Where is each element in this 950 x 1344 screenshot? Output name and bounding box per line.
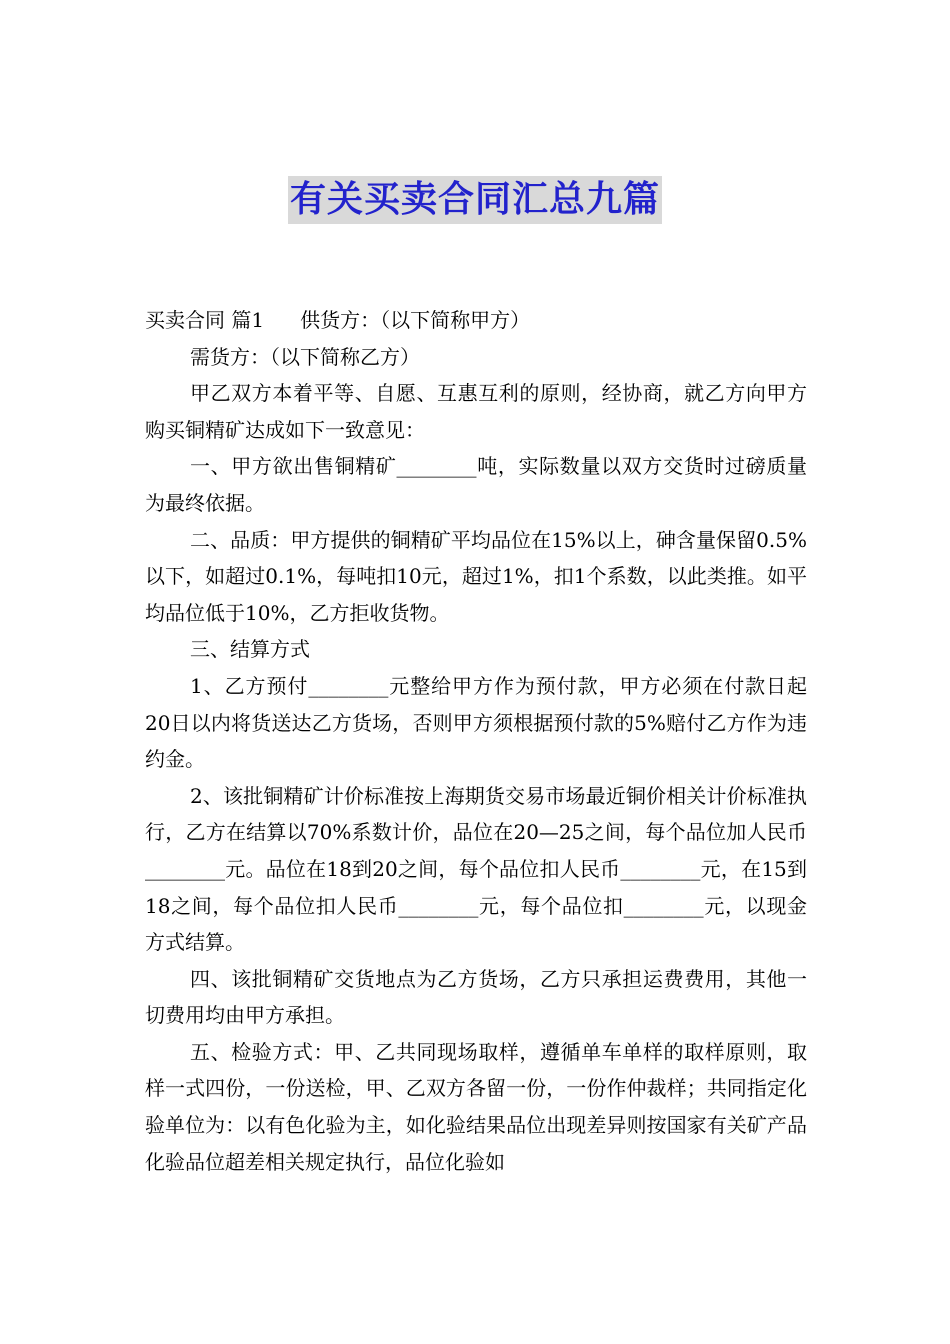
contract-label: 买卖合同 篇1 bbox=[145, 308, 265, 332]
paragraph-clause-3: 三、结算方式 bbox=[190, 637, 310, 662]
supplier-line: 供货方：（以下简称甲方） bbox=[300, 308, 531, 332]
paragraph-clause-3-2: 2、该批铜精矿计价标准按上海期货交易市场最近铜价相关计价标准执行，乙方在结算以70%系数计价，品位在20—25之间，每个品位加人民币________元。品位在18到20之间，每个品位扣人民币________元，在15到18之间，每个品位扣人民币________元，每个品位扣________元，以现金方式结算。 bbox=[145, 783, 807, 955]
title-container bbox=[0, 176, 950, 224]
paragraph-clause-4: 四、该批铜精矿交货地点为乙方货场，乙方只承担运费费用，其他一切费用均由甲方承担。 bbox=[145, 966, 807, 1028]
paragraph-clause-5: 五、检验方式：甲、乙共同现场取样，遵循单车单样的取样原则，取样一式四份，一份送检，甲、乙双方各留一份，一份作仲裁样；共同指定化验单位为：以有色化验为主，如化验结果品位出现差异则按国家有关矿产品化验品位超差相关规定执行，品位化验如 bbox=[145, 1039, 807, 1174]
paragraph-clause-3-1: 1、乙方预付________元整给甲方作为预付款，甲方必须在付款日起20日以内将货送达乙方货场，否则甲方须根据预付款的5%赔付乙方作为违约金。 bbox=[145, 673, 807, 772]
contract-heading-line bbox=[145, 302, 807, 339]
paragraph-clause-1: 一、甲方欲出售铜精矿________吨，实际数量以双方交货时过磅质量为最终依据。 bbox=[145, 454, 807, 515]
paragraph-intro: 甲乙双方本着平等、自愿、互惠互利的原则，经协商，就乙方向甲方购买铜精矿达成如下一致意见： bbox=[145, 381, 807, 442]
paragraph-buyer: 需货方：（以下简称乙方） bbox=[190, 344, 420, 369]
document-body bbox=[145, 302, 807, 1180]
document-title: 有关买卖合同汇总九篇 bbox=[288, 176, 662, 224]
paragraph-clause-2: 二、品质：甲方提供的铜精矿平均品位在15%以上，砷含量保留0.5%以下，如超过0.1%，每吨扣10元，超过1%，扣1个系数，以此类推。如平均品位低于10%，乙方拒收货物。 bbox=[145, 527, 807, 625]
